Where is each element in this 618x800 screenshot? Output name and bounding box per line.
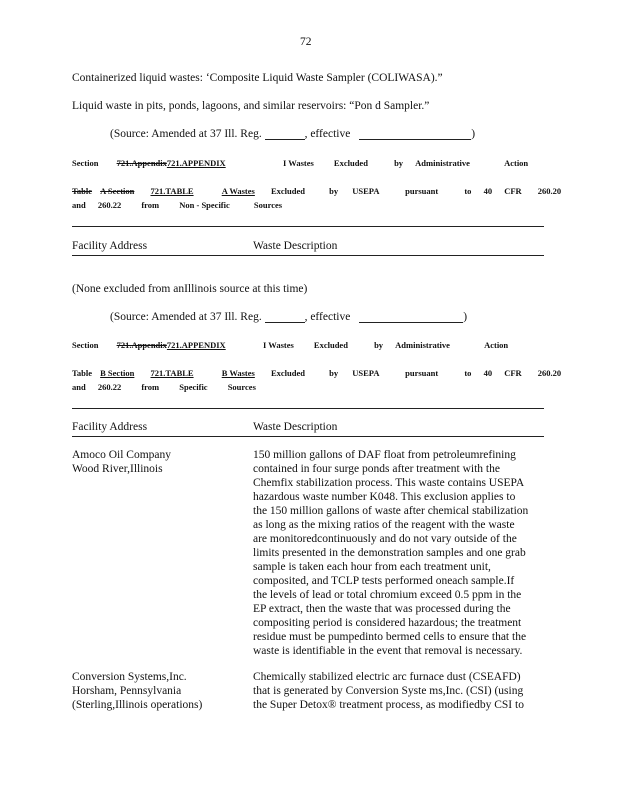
facility-line: (Sterling,Illinois operations): [72, 699, 203, 711]
table-b-wastes: B Wastes: [221, 368, 255, 378]
section-heading-1: [72, 158, 528, 168]
description-line: 150 million gallons of DAF float from petroleumrefining: [253, 449, 516, 461]
reg-blank: [265, 139, 305, 140]
source-end: ): [471, 128, 476, 140]
and-word: and: [72, 382, 86, 392]
description-line: the 150 million gallons of waste after chemical stabilization: [253, 505, 529, 517]
source-mid: , effective: [304, 128, 351, 140]
description-line: Chemically stabilized electric arc furnace dust (CSEAFD): [253, 671, 521, 683]
table-a-heading-line-2: [72, 200, 282, 210]
specific-word: Specific: [179, 382, 208, 392]
reg-blank: [265, 322, 305, 323]
sources-word: Sources: [227, 382, 256, 392]
cfr: CFR: [504, 368, 522, 378]
source-mid: , effective: [304, 311, 351, 323]
description-line: residue must be pumpedinto bermed cells to ensure that the: [253, 631, 527, 643]
description-line: composited, and TCLP tests performed oneach sample.If: [253, 575, 515, 587]
new-table-label: 721.TABLE: [150, 186, 194, 196]
struck-appendix: 721.Appendix: [116, 340, 167, 350]
struck-table: Table: [72, 186, 93, 196]
new-appendix: 721.APPENDIX: [166, 340, 226, 350]
section-heading-2: [72, 340, 508, 350]
description-line: EP extract, then the waste that was processed during the: [253, 603, 511, 615]
entry-1-facility: [72, 448, 242, 476]
cfr: CFR: [504, 186, 522, 196]
description-line: limits presented in the demonstration samples and one grab: [253, 547, 526, 559]
description-line: sample is taken each hour from each treatment unit,: [253, 561, 491, 573]
non-specific: Non - Specific: [179, 200, 230, 210]
section-label: Section: [72, 158, 99, 168]
excluded-word: Excluded: [313, 340, 348, 350]
appendix-letter: I Wastes: [283, 158, 314, 168]
by-word: by: [329, 368, 339, 378]
source-end: ): [463, 311, 468, 323]
description-line: that is generated by Conversion Syste ms,Inc. (CSI) (using: [253, 685, 524, 697]
forty: 40: [483, 186, 493, 196]
description-line: as long as the mixing ratios of the reagent with the waste: [253, 519, 515, 531]
rule-top-a: [72, 226, 544, 227]
section-260-20: 260.20: [537, 186, 562, 196]
sources-word: Sources: [253, 200, 283, 210]
appendix-letter: I Wastes: [263, 340, 294, 350]
rule-bottom-b: [72, 436, 544, 437]
facility-address-header-b: Facility Address: [72, 421, 148, 433]
pursuant-word: pursuant: [405, 186, 439, 196]
description-line: waste is identifiable in the event that removal is necessary.: [253, 645, 523, 657]
administrative-word: Administrative: [395, 340, 450, 350]
new-table-label: 721.TABLE: [150, 368, 194, 378]
forty: 40: [483, 368, 493, 378]
entry-2-description: [253, 670, 543, 712]
excluded-word: Excluded: [270, 186, 305, 196]
intro-line-2: Liquid waste in pits, ponds, lagoons, and similar reservoirs: “Pon d Sampler.”: [72, 100, 430, 112]
description-line: compositing period is considered hazardous; the treatment: [253, 617, 522, 629]
section-260-22: 260.22: [97, 382, 122, 392]
by-word: by: [329, 186, 339, 196]
facility-line: Amoco Oil Company: [72, 449, 172, 461]
excluded-word: Excluded: [270, 368, 305, 378]
b-section: B Section: [100, 368, 135, 378]
description-line: Chemfix stabilization process. This waste contains USEPA: [253, 477, 525, 489]
source-note-2: [110, 311, 467, 323]
usepa-word: USEPA: [352, 368, 380, 378]
effective-blank: [359, 322, 463, 323]
entry-1-description: [253, 448, 543, 658]
none-excluded-note: (None excluded from anIllinois source at this time): [72, 283, 308, 295]
page-number: 72: [300, 36, 312, 48]
source-prefix: (Source: Amended at 37 Ill. Reg.: [110, 128, 262, 140]
struck-appendix: 721.Appendix: [116, 158, 167, 168]
by-word: by: [394, 158, 404, 168]
rule-bottom-a: [72, 255, 544, 256]
action-word: Action: [504, 158, 529, 168]
entry-2-facility: [72, 670, 247, 712]
to-word: to: [464, 368, 472, 378]
from-word: from: [141, 382, 160, 392]
waste-description-header-a: Waste Description: [253, 240, 338, 252]
source-note-1: [110, 128, 475, 140]
facility-line: Conversion Systems,Inc.: [72, 671, 187, 683]
administrative-word: Administrative: [415, 158, 470, 168]
usepa-word: USEPA: [352, 186, 380, 196]
description-line: the Super Detox® treatment process, as modifiedby CSI to: [253, 699, 524, 711]
table-word: Table: [72, 368, 93, 378]
facility-line: Horsham, Pennsylvania: [72, 685, 182, 697]
table-a-wastes: A Wastes: [221, 186, 255, 196]
source-prefix: (Source: Amended at 37 Ill. Reg.: [110, 311, 262, 323]
by-word: by: [374, 340, 384, 350]
rule-top-b: [72, 408, 544, 409]
table-b-heading-line-2: [72, 382, 256, 392]
facility-line: Wood River,Illinois: [72, 463, 163, 475]
struck-section: A Section: [100, 186, 135, 196]
to-word: to: [464, 186, 472, 196]
intro-line-1: Containerized liquid wastes: ‘Composite Liquid Waste Sampler (COLIWASA).”: [72, 72, 443, 84]
pursuant-word: pursuant: [405, 368, 439, 378]
description-line: the levels of lead or total chromium exceed 0.5 ppm in the: [253, 589, 522, 601]
table-a-heading-line-1: [72, 186, 561, 196]
and-word: and: [72, 200, 86, 210]
effective-blank: [359, 139, 471, 140]
section-label: Section: [72, 340, 99, 350]
description-line: hazardous waste number K048. This exclusion applies to: [253, 491, 516, 503]
excluded-word: Excluded: [333, 158, 368, 168]
section-260-22: 260.22: [97, 200, 122, 210]
from-word: from: [141, 200, 160, 210]
section-260-20: 260.20: [537, 368, 562, 378]
new-appendix: 721.APPENDIX: [166, 158, 226, 168]
table-b-heading-line-1: [72, 368, 561, 378]
facility-address-header-a: Facility Address: [72, 240, 148, 252]
action-word: Action: [484, 340, 509, 350]
description-line: contained in four surge ponds after treatment with the: [253, 463, 500, 475]
waste-description-header-b: Waste Description: [253, 421, 338, 433]
description-line: are monitoredcontinuously and do not vary outside of the: [253, 533, 517, 545]
